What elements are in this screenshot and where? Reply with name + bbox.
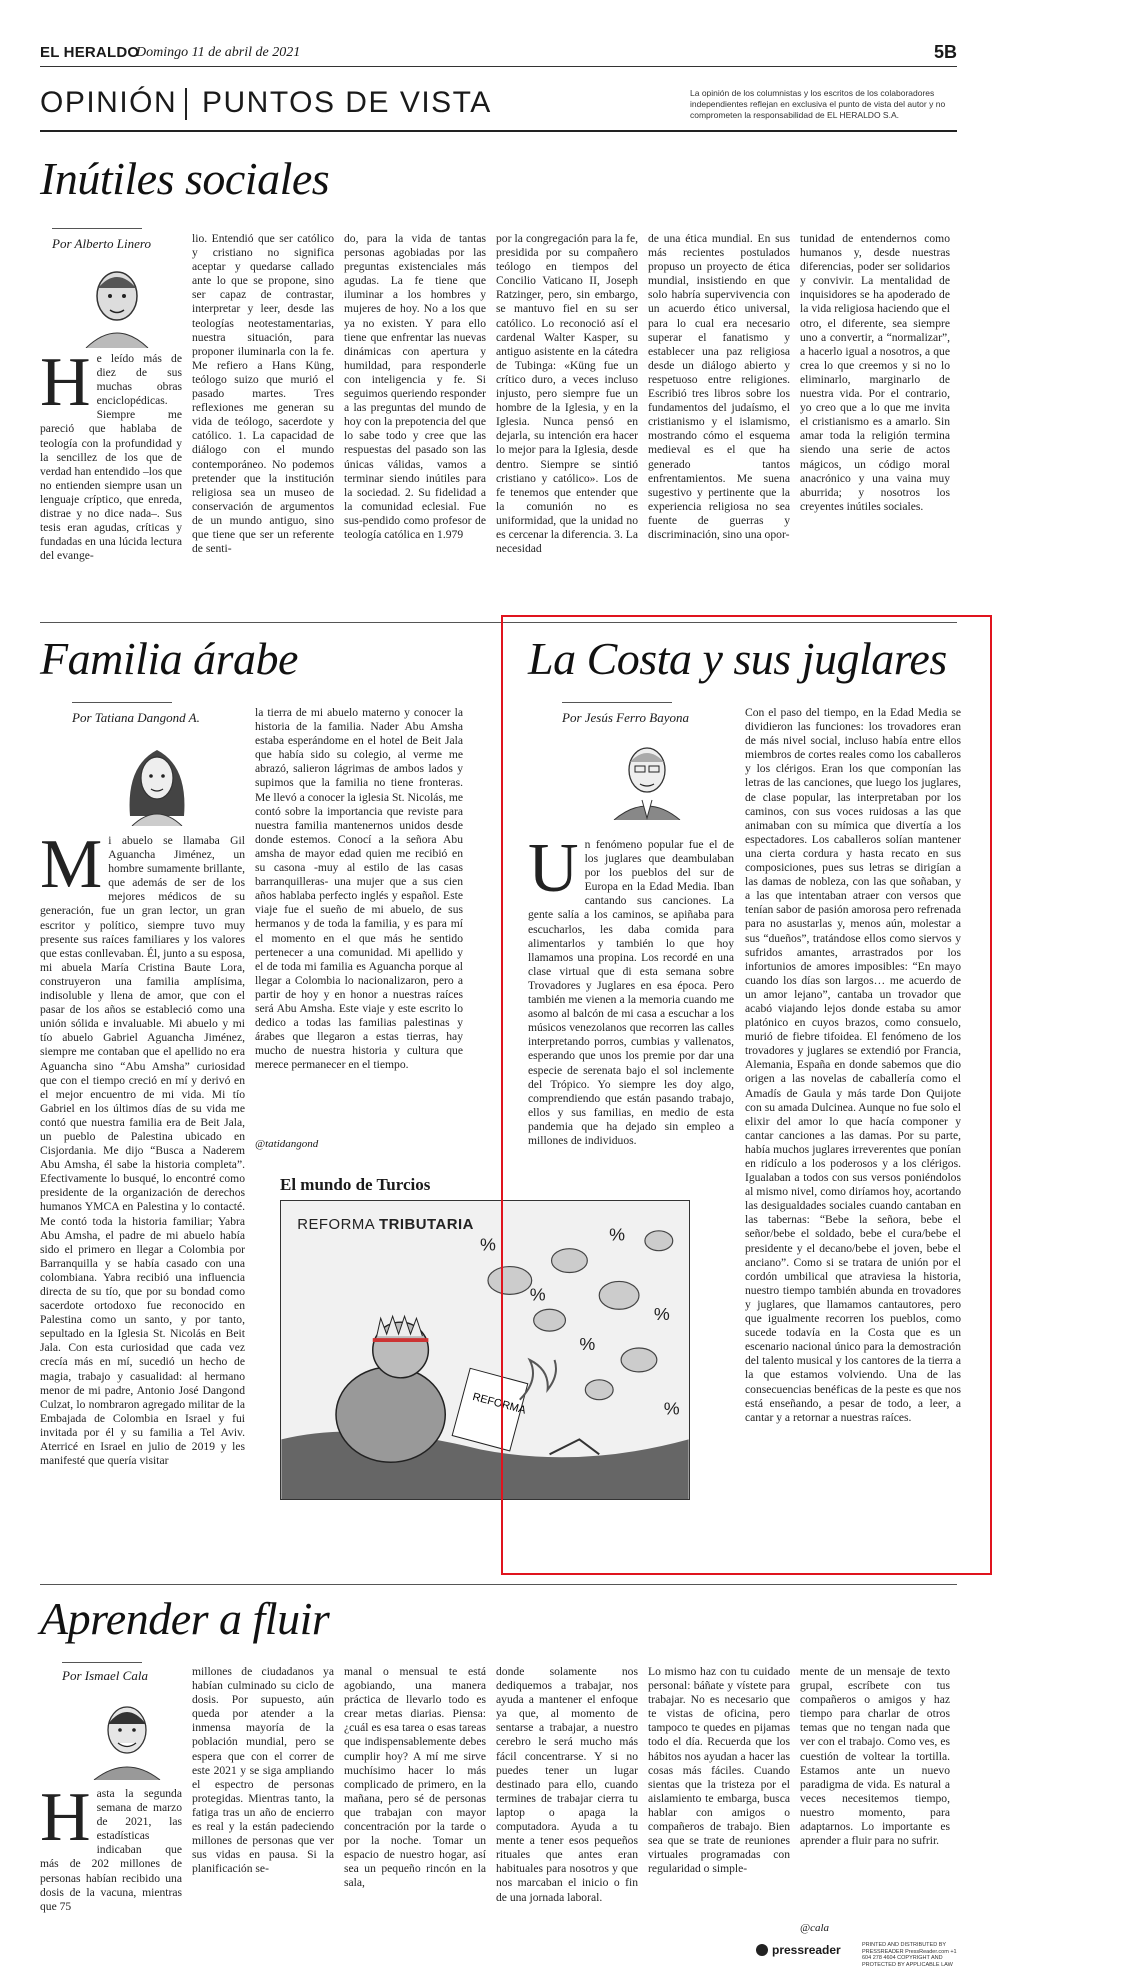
byline-rule [62, 1662, 142, 1663]
article-byline: Por Tatiana Dangond A. [72, 710, 200, 725]
author-portrait [602, 730, 692, 820]
drop-cap: H [40, 1787, 91, 1856]
section-subtitle: PUNTOS DE VISTA [202, 86, 492, 119]
page-number: 5B [933, 42, 957, 62]
article-column: do, para la vida de tantas personas agobiadas por las preguntas existenciales más agudas. La fe tiene que iluminar a los hombres y mujeres de hoy. No a los que ya no existen. Y para ello tiene que enfrentar las nuevas dinámicas con apertura y humildad, para responderle con inteligencia y fe. Si seguimos queriendo responder a las preguntas del mundo de hoy con la prepotencia del que lo sabe todo y cree que las respuestas del pasado son las únicas válidas, vamos a terminar siendo inútiles para la sociedad. 2. Su fidelidad a la comunidad eclesial. Fue sus-pendido como profesor de teología católica en 1.979 [344, 232, 486, 541]
svg-text:%: % [579, 1334, 596, 1354]
section-separator [185, 88, 187, 120]
section-title: OPINIÓN [40, 86, 178, 119]
distribution-note: PRINTED AND DISTRIBUTED BY PRESSREADER PressReader.com +1 604 278 4604 COPYRIGHT AND PROTECTED BY APPLICABLE LAW [862, 1942, 957, 1968]
header-rule [40, 66, 957, 67]
article-column: Lo mismo haz con tu cuidado personal: báñate y vístete para trabajar. No es necesario que te vistas de oficina, pero tampoco te quedes en pijamas todo el día. Recuerda que los hábitos nos ayudan a hacer las cosas más fáciles. Cuando sientas que la tristeza por el aislamiento te embarga, busca hablar con amigos o compañeros de trabajo. Bien sea que se trate de reuniones virtuales programadas con regularidad o simple- [648, 1665, 790, 1876]
cartoon-document-label: REFORMA [471, 1390, 528, 1417]
cartoon-caption: REFORMA TRIBUTARIA [297, 1216, 474, 1233]
author-handle: @tatidangond [255, 1138, 319, 1150]
article-column: lio. Entendió que ser católico y cristiano no significa aceptar y quedarse callado ante lo que se propone, sino ser capaz de contrastar, interpretar y leer, desde las teologías neotestamentarias, nuestra situación, para proponer iluminarla con la fe. Me refiero a Hans Küng, teólogo suizo que murió el pasado martes. Tres reflexiones me generan su vida de teólogo, sacerdote y católico. 1. La capacidad de diálogo con el mundo contemporáneo. No podemos pretender que la institución religiosa sea un museo de conservación de argumentos de un mundo antiguo, sino que tiene que ser un referente de senti- [192, 232, 334, 556]
pressreader-icon [756, 1944, 768, 1956]
article-byline: Por Alberto Linero [52, 236, 151, 251]
author-portrait [82, 1690, 172, 1780]
article-byline: Por Jesús Ferro Bayona [562, 710, 689, 725]
svg-text:%: % [529, 1284, 546, 1305]
svg-text:%: % [609, 1224, 626, 1245]
author-portrait [112, 736, 202, 826]
byline-rule [72, 702, 172, 703]
article-column: manal o mensual te está agobiando, una manera práctica de llevarlo todo es crear metas diarias. Piensa: ¿cuál es esa tarea o esas tareas que indispensablemente debes cumplir hoy? A mí me sirve muchísimo hacer lo más complicado de primero, en la mañana, pero sé de personas que trabajan con mayor concentración por la tarde o por la noche. Tomar un espacio de nuestro hogar, así sea un pequeño rincón en la sala, [344, 1665, 486, 1890]
article-headline: Aprender a fluir [40, 1593, 330, 1644]
article-column: Mi abuelo se llamaba Gil Aguancha Jiménez, un hombre sumamente brillante, que además de ser de los mejores médicos de su generación, fue un gran lector, un gran escritor y político, siempre tuvo muy presente sus raíces familiares y los valores que estas conllevaban. Él, junto a su esposa, mi abuela María Cristina Baute Lora, construyeron una familia amplísima, indisoluble y llena de amor, que con el pasar de los años se estableció como una unión sólida e invaluable. Mi abuelo y mi tío abuelo Gabriel Aguancha Jiménez, siempre me contaban que el apellido no era Aguancha sino “Abu Amsha” curiosidad que con el tiempo creció en mí y derivó en el mejor encuentro de mi vida. Mi tío Gabriel en los últimos días de su vida me contó que nuestra familia era de Beit Jala, un pueblo de Palestina ubicado en Cisjordania. Me dijo “Busca a Naderem Abu Amsha, él sabe la historia completa”. Efectivamente lo busqué, lo encontré como presidente de la organización de derechos humanos YMCA en Palestina y lo contacté. Me contó toda la historia familiar; Yabra Abu Amsha, el padre de mi abuelo había sido el primero en llegar a Colombia por Barranquilla y se había casado con una colombiana. Yabra recibió una influencia directa de su tío, que por su bondad como sacerdote ortodoxo fue reconocido en Palestina como un santo, y por tanto, sepultado en la Iglesia St. Nicolás en Beit Jala. Con esta curiosidad que cada vez crecía más en mí, sucedió un hecho de magia, trabajo y casualidad: al hermano menor de mi padre, Antonio José Dangond Culzat, lo nombraron agregado militar de la Embajada de Colombia en Israel y fui invitada por él y su familia a Tel Aviv. Aterricé en Israel en julio de 2019 y les manifesté que quería visitar [40, 834, 245, 1468]
author-portrait [72, 258, 162, 348]
svg-text:%: % [653, 1304, 670, 1325]
article-column: millones de ciudadanos ya habían culminado su ciclo de dosis. Por supuesto, aún queda por atender a la inmensa mayoría de la población mundial, pero se espera que con el correr de este 2021 y se siga ampliando el espectro de personas protegidas. Mientras tanto, la fatiga tras un año de encierro es real y la están padeciendo millones de personas que ver sus vidas en pausa. Si la planificación se- [192, 1665, 334, 1876]
cartoon-title: El mundo de Turcios [280, 1175, 431, 1194]
article-headline: Inútiles sociales [40, 153, 330, 204]
pressreader-logo: pressreader [772, 1943, 841, 1957]
article-column: de una ética mundial. En sus más recientes postulados propuso un proyecto de ética mundial, insistiendo en que solo habría supervivencia con un acuerdo ético universal, para lo cual era necesario superar el fanatismo y establecer una paz religiosa desde un diálogo abierto y respetuoso entre religiones. Escribió tres libros sobre los fundamentos del judaísmo, el cristianismo y el islamismo, mostrando cómo el esquema medieval es el que ha generado tantos enfrentamientos. Me suena sugestivo y pertinente que la experiencia religiosa no sea fuente de guerras y discriminación, sino una opor- [648, 232, 790, 541]
section-divider [40, 1584, 957, 1585]
article-column: Con el paso del tiempo, en la Edad Media se dividieron las funciones: los trovadores eran de más nivel social, incluso había entre ellos miembros de cortes reales como los caballeros y los clérigos. Eran los que componían las letras de las canciones, que luego los juglares, de clase popular, las interpretaban por los caminos, con sus voces ruidosas a las que animaban con su mímica que divertía a los espectadores. Los caballeros solían mantener una cierta cordura y hasta recato en sus composiciones, pues sus letras se dirigían a las damas de nobleza, con las que soñaban, y a las que intentaban atraer con versos que tenían sabor de pasión amorosa pero refrenada para no asustarlas y, menos aún, molestar a sus “dueños”, tratándose ellos como siervos y sufridos amantes, arrastrados por los infortunios de amores imposibles: “En mayo cuando los días son largos… me acuerdo de un amor lejano”, cantaba un trovador que acabó viajando lejos donde estaba su amor platónico en cuyos brazos, como consuelo, murió de fiebre tifoidea. El fenómeno de los trovadores y juglares se extendió por Francia, Alemania, España en donde sabemos que dio origen a las novelas de caballería como el Amadís de Gaula y más tarde Don Quijote con su amada Dulcinea. Aunque no fue solo el elixir del amor lo que hacía componer y cantar canciones a las damas. Por su parte, había muchos juglares irreverentes que ponían en ridículo a los poderosos y a los clérigos. Igualaban a todos con sus versos poniéndolos al mismo nivel, como diríamos hoy, acortando las desigualdades sociales cuando cantaban en las tabernas: “Bebe la señora, bebe el señor/bebe el soldado, bebe el cura/bebe el presidente y el decano/bebe el joven, bebe el anciano”. Como si se tratara de unión por el cordón umbilical que atraviesa la historia, nuestro tiempo también abunda en trovadores y juglares, que llamamos cantautores, pero que igualmente recorren los pueblos, como sucede todavía en la Costa que es un escenario nacional único para la demostración del talento musical y los cantores de la tierra a la que estamos volviendo. Una de las consecuencias benéficas de la peste es que nos está enseñando, a pesar de todo, a leer, a cantar y a retornar a nuestras raíces. [745, 706, 961, 1424]
drop-cap: U [528, 838, 579, 907]
drop-cap: M [40, 834, 103, 903]
byline-rule [52, 228, 142, 229]
svg-text:%: % [663, 1398, 680, 1419]
drop-cap: H [40, 352, 91, 421]
article-column: Un fenómeno popular fue el de los juglares que deambulaban por los pueblos del sur de Europa en la Edad Media. Iban cantando sus canciones. La gente salía a los caminos, se apiñaba para escucharlos, les daba comida para alimentarlos y también lo que hoy llamamos una propina. Los recordé en una clase virtual que di esta semana sobre Trovadores y Juglares en esa época. Pero también me vienen a la memoria cuando me asomo al balcón de mi casa a escuchar a los músicos venezolanos que recorren las calles interpretando porros, cumbias y vallenatos, esperando que unos los premie por dar una especie de serenata bajo el sol inclemente del Trópico. Yo siempre les doy algo, comprendiendo que están pasando trabajo, ellos y sus familias, en medio de esta pandemia que ha dejado sin empleo a millones de individuos. [528, 838, 734, 1147]
article-column: la tierra de mi abuelo materno y conocer la historia de la familia. Nader Abu Amsha estaba esperándome en el hotel de Beit Jala que había sido su colegio, al verme me abrazó, salieron lágrimas de ambos lados y supimos que la familia no tiene fronteras. Me llevó a conocer la iglesia St. Nicolás, me contó sobre la importancia que reviste para nuestra familia mantenernos unidos desde donde estemos. Conocí a la señora Abu amsha de mayor edad quien me recibió en su casona -muy al estilo de las casas barranquilleras- una mujer que a sus cien años hablaba perfecto inglés y español. Este viaje fue el sueño de mi abuelo, de sus hermanos y de toda la familia, y es para mí el momento en el que más he sentido pertenecer a una comunidad. Mi apellido y el de toda mi familia es Aguancha porque al llegar a Colombia lo nacionalizaron, pero a partir de hoy y en honor a nuestras raíces será Abu Amsha. Este viaje y este escrito lo dedico a todas las familias palestinas y árabes que llegaron a estas tierras, hay mucho de nuestra historia y cultura que merece permanecer en el tiempo. [255, 706, 463, 1072]
article-column: tunidad de entendernos como humanos y, desde nuestras diferencias, poder ser solidarios y convivir. La mentalidad de inquisidores se ha apoderado de la vida religiosa haciendo que el otro, el diferente, sea siempre uno a convertir, a “normalizar”, a hacerlo igual a nosotros, a que crea lo que creemos y si no lo eliminarlo, marginarlo de nuestra vida. Por el contrario, yo creo que a lo que me invita el cristianismo es a amarlo. Sin amar toda la religión termina siendo una serie de actos mágicos, un código moral anacrónico y una vaina muy aburrida; y nosotros los creyentes inútiles sociales. [800, 232, 950, 513]
byline-rule [562, 702, 672, 703]
article-column: por la congregación para la fe, presidida por su compañero teólogo en tiempos del Concilio Vaticano II, Joseph Ratzinger, pero, sin embargo, se mantuvo fiel en su ser católico. Lo reconoció así el cardenal Walter Kasper, su antiguo asistente en la cátedra de Tubinga: «Küng fue un crítico duro, a veces incluso injusto, pero siempre fue un hombre de la Iglesia, y en la Iglesia. Nunca pensó en dejarla, su intención era hacer lo mejor para la Iglesia, desde dentro. Siempre se sintió cristiano y católico». Los de fe tenemos que entender que la comunión no es uniformidad, que la unidad no es cercenar la diferencia. 3. La necesidad [496, 232, 638, 556]
article-headline: La Costa y sus juglares [528, 633, 947, 684]
article-column: donde solamente nos dediquemos a trabajar, nos ayuda a mantener el enfoque ya que, al momento de sentarse a trabajar, a nuestro cerebro le será mucho más fácil concentrarse. Y si no puedes tener un lugar destinado para ello, cuando termines de trabajar cierra tu laptop o apaga la computadora. Ayuda a tu mente a tener esos pequeños rituales que antes eran habituales para nosotros y que nos marcaban el inicio o fin de una jornada laboral. [496, 1665, 638, 1904]
author-handle: @cala [800, 1922, 830, 1934]
svg-text:%: % [480, 1234, 496, 1255]
opinion-disclaimer: La opinión de los columnistas y los escritos de los colaboradores independientes reflejan en exclusiva el punto de vista del autor y no comprometen la responsabilidad de EL HERALDO S.A. [690, 88, 946, 120]
newspaper-name: EL HERALDO [40, 44, 140, 61]
article-column: Hasta la segunda semana de marzo de 2021, las estadísticas indicaban que más de 202 millones de personas habían recibido una dosis de la vacuna, mientras que 75 [40, 1787, 182, 1913]
article-column: mente de un mensaje de texto grupal, escríbete con tus compañeros o amigos y haz tiempo para charlar de otros temas que no tengan nada que ver con el trabajo. Como ves, es cuestión de voltear la tortilla. Estamos ante un nuevo paradigma de vida. Es natural a veces necesitemos tiempo, nuestro momento, para adaptarnos. Lo importante es aprender a fluir para no sufrir. [800, 1665, 950, 1848]
header-rule-thick [40, 130, 957, 132]
article-headline: Familia árabe [40, 633, 298, 684]
article-byline: Por Ismael Cala [62, 1668, 148, 1683]
issue-date: Domingo 11 de abril de 2021 [136, 45, 301, 60]
article-column: He leído más de diez de sus muchas obras enciclopédicas. Siempre me pareció que hablaba de teología con la profundidad y la sencillez de los que de verdad han entendido –los que no entienden siempre usan un lenguaje críptico, que enreda, distrae y no dice nada–. Sus tesis eran agudas, críticas y fundadas en una lúcida lectura del evange- [40, 352, 182, 563]
